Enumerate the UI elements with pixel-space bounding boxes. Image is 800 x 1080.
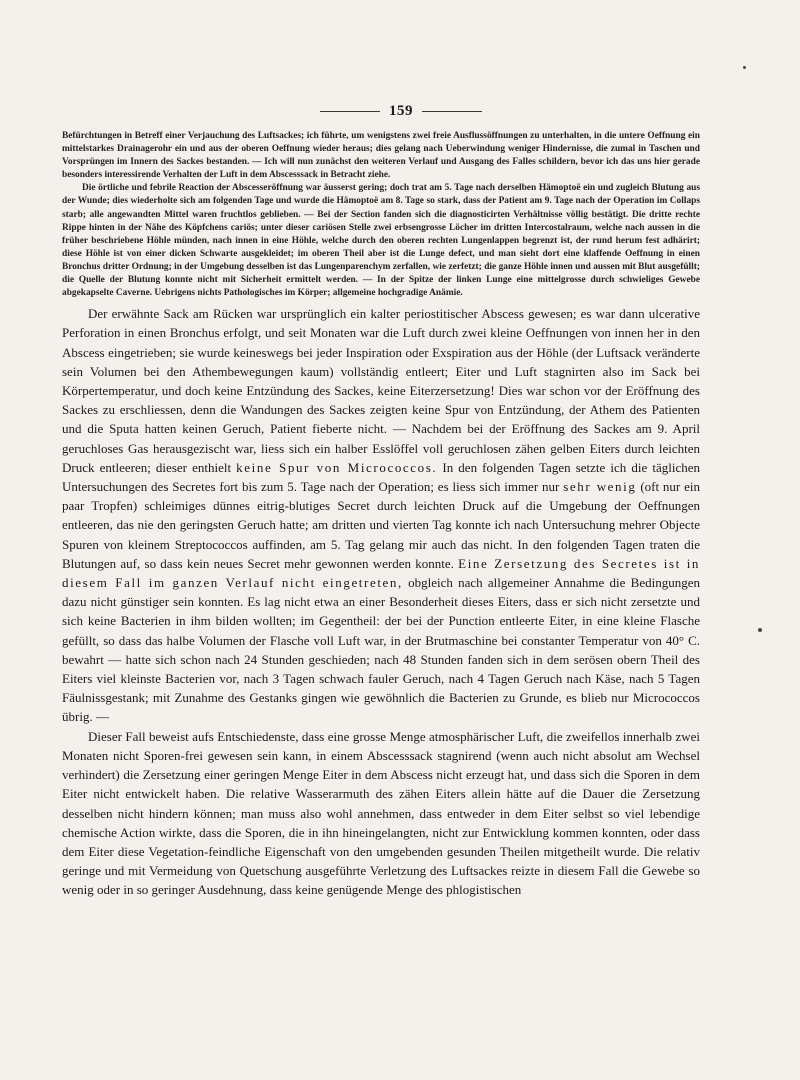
- body-paragraph: [62, 304, 700, 726]
- emphasized-text: sehr wenig: [563, 479, 637, 495]
- text-segment: (oft nur ein paar Tropfen) schleimiges dünnes eitrig-blutiges Secret durch leichten Druck auf die Umgebung der Oeffnungen entleeren, das nie den geringsten Geruch hatte; am dritten und vierten Tag konnte ich nach Untersuchung mehrer Objecte Spuren von kleinem Streptococcos auffinden, am 5. Tag gelang mir auch das nicht. In den folgenden Tagen traten die Blutungen auf, so dass kein neues Secret mehr gewonnen werden konnte.: [62, 479, 700, 571]
- page-header: [102, 98, 700, 124]
- note-paragraph: Die örtliche und febrile Reaction der Abscesseröffnung war äusserst gering; doch trat am 5. Tage nach derselben Hämoptoë ein und zugleich Blutung aus der Wunde; dies wiederholte sich am folgenden Tage und wurde die Hämoptoë am 8. Tage so stark, dass der Patient am 9. Tage nach der Operation im Collaps starb; alle angewandten Mittel waren fruchtlos geblieben. — Bei der Section fanden sich die diagnosticirten Verhältnisse völlig bestätigt. Die dritte rechte Rippe hinten in der Nähe des Köpfchens cariös; unter dieser cariösen Stelle zwei erbsengrosse Löcher im dritten Intercostalraum, welche nach aussen in die früher beschriebene Höhle münden, nach innen in eine Höhle, welche durch den oberen rechten Lungenlappen begrenzt ist, der rund herum fest adhärirt; diese Höhle ist von einer dicken Schwarte ausgekleidet; im oberen Theil aber ist die Lunge defect, und man sieht dort eine klaffende Oeffnung in einen Bronchus dritter Ordnung; in der Umgebung desselben ist das Lungenparenchym zerfallen, wie zerfetzt; die ganze Höhle innen und aussen mit Blut ausgefüllt; die Quelle der Blutung konnte nicht mit Sicherheit ermittelt werden. — In der Spitze der linken Lunge eine mittelgrosse durch schwieliges Gewebe abgekapselte Caverne. Uebrigens nichts Pathologisches im Körper; allgemeine hochgradige Anämie.: [62, 183, 700, 299]
- paper-speck: [758, 628, 762, 632]
- text-segment: Der erwähnte Sack am Rücken war ursprünglich ein kalter periostitischer Abscess gewesen; es war dann ulcerative Perforation in einen Bronchus erfolgt, und seit Monaten war die Luft durch zwei kleine Oeffnungen von innen her in den Abscess eingetrieben; sie wurde keineswegs bei jeder Inspiration oder Exspiration aus der Höhle (der Luftsack veränderte sein Volumen bei den Athembewegungen kaum) vollständig entleert; Eiter und Luft stagnirten also im Sack bei Körpertemperatur, und doch keine Entzündung des Sackes, keine Eiterzersetzung! Dies war schon vor der Eröffnung des Sackes zu erschliessen, denn die Wandungen des Sackes zeigten keine Spur von Entzündung, der Athem des Patienten und die Sputa hatten keinen Geruch, Patient fieberte nicht. — Nachdem bei der Eröffnung des Sackes am 9. April geruchloses Gas herausgezischt war, liess sich ein halber Esslöffel voll geruchlosen zähen gelben Eiters durch leichten Druck entleeren; dieser enthielt: [62, 306, 700, 475]
- header-rule-left: [320, 111, 380, 112]
- body-paragraph: [62, 727, 700, 900]
- text-segment: In den folgenden Tagen setzte ich die täglichen Untersuchungen des Secretes fort bis zum 5. Tage nach der Operation; es liess sich immer nur: [62, 459, 701, 495]
- page-number: 159: [389, 102, 413, 119]
- emphasized-text: Eine Zersetzung des Secretes ist in diesem Fall im ganzen Verlauf nicht eingetreten,: [62, 555, 701, 591]
- paper-speck: [743, 66, 746, 69]
- note-paragraph: Befürchtungen in Betreff einer Verjauchung des Luftsackes; ich führte, um wenigstens zwei freie Ausflussöffnungen zu unterhalten, in die untere Oeffnung ein mittelstarkes Drainagerohr ein und aus der oberen Oeffnung wieder heraus; dies gelang nach Ueberwindung weniger Hindernisse, die zumal in Taschen und Vorsprüngen im Innern des Sackes bestanden. — Ich will nun zunächst den weiteren Verlauf und Ausgang des Falles schildern, bevor ich das uns hier gerade besonders interessirende Verhalten der Luft in dem Abscesssack in Betracht ziehe.: [62, 131, 700, 181]
- text-segment: obgleich nach allgemeiner Annahme die Bedingungen dazu nicht günstiger sein konnten. Es lag nicht etwa an einer Besonderheit dieses Eiters, dass er sich nicht zersetzte und sich keine Bacterien in ihm bilden wollten; im Gegentheil: der bei der Punction entleerte Eiter, in eine kleine Flasche gefüllt, so dass das halbe Volumen der Flasche voll Luft war, in der Brutmaschine bei constanter Temperatur von 40° C. bewahrt — hatte sich schon nach 24 Stunden geschieden; nach 48 Stunden fanden sich in dem serösen obern Theil des Eiters viel kleinste Bacterien vor, nach 3 Tagen schwach fauler Geruch, nach 4 Tagen Geruch nach Käse, nach 5 Tagen Fäulnissgestank; mit Zunahme des Gestanks gingen wie gewöhnlich die Bacterien zu Grunde, es blieb nur Micrococcos übrig. —: [62, 575, 701, 725]
- main-text-body: [62, 304, 700, 899]
- header-rule-right: [422, 111, 482, 112]
- case-report-notes: [62, 130, 700, 300]
- text-segment: Dieser Fall beweist aufs Entschiedenste, dass eine grosse Menge atmosphärischer Luft, die zweifellos innerhalb zwei Monaten nicht Sporen-frei gewesen sein kann, in einem Abscesssack stagnirend (wenn auch nicht absolut am Wechsel verhindert) die Zersetzung einer geringen Menge Eiter in dem Abscess nicht erzeugt hat, und dass sich die Sporen in dem Eiter nicht entwickelt haben. Die relative Wasserarmuth des zähen Eiters allein hätte auf die Dauer die Zersetzung desselben nicht hindern können; man muss also wohl annehmen, dass entweder in dem Eiter selbst so viel lebendige chemische Action wirkte, dass die Sporen, die in ihn hineingelangten, nicht zur Entwicklung kommen konnten, oder dass dem Eiter diese Vegetation-feindliche Eigenschaft von den umgebenden gesunden Theilen mitgetheilt wurde. Die relativ geringe und mit Vermeidung von Quetschung ausgeführte Verletzung des Luftsackes reizte in diesem Fall die Gewebe so wenig oder in so geringer Ausdehnung, dass keine genügende Menge des phlogistischen: [62, 728, 700, 898]
- emphasized-text: keine Spur von Micrococcos.: [236, 459, 438, 475]
